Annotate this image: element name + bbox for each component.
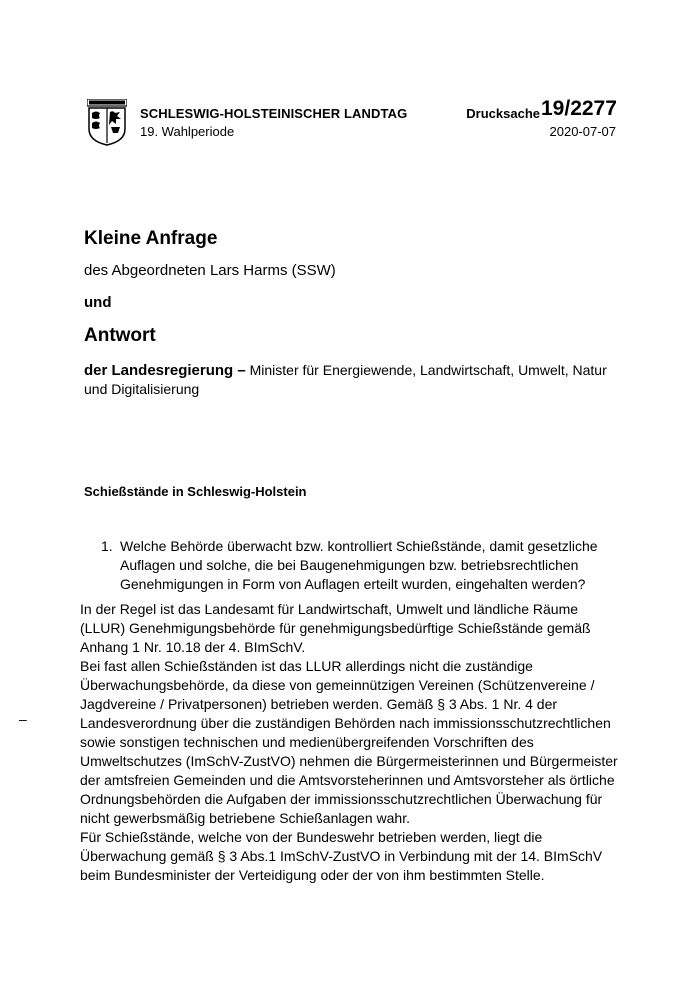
institution-name: SCHLESWIG-HOLSTEINISCHER LANDTAG: [140, 106, 408, 121]
answer-paragraph-3: Für Schießstände, welche von der Bundeswehr betrieben werden, liegt die Überwachung gemäß § 3 Abs.1 ImSchV-ZustVO in Verbindung mit der 14. BImSchV beim Bundesminister der Verteidigung oder der von ihm bestimmten Stelle.: [80, 829, 603, 883]
asker-line: des Abgeordneten Lars Harms (SSW): [84, 262, 336, 279]
coat-of-arms-icon: [87, 99, 127, 146]
answer-paragraph-2: Bei fast allen Schießständen ist das LLUR allerdings nicht die zuständige Überwachungsbehörde, da diese von gemeinnützigen Vereinen (Schützenvereine / Jagdvereine / Privatpersonen) betrieben werden. Gemäß § 3 Abs. 1 Nr. 4 der Landesverordnung über die zuständigen Behörden nach immissionsschutzrechtlichen sowie sonstigen technischen und medienübergreifenden Vorschriften des Umweltschutzes (ImSchV-ZustVO) nehmen die Bürgermeisterinnen und Bürgermeister der amtsfreien Gemeinden und die Amtsvorsteherinnen und Amtsvorsteher als örtliche Ordnungsbehörden die Aufgaben der immissionsschutzrechtlichen Überwachung für nicht gewerbsmäßig betriebene Schießanlagen wahr.: [80, 658, 618, 826]
respondent-detail: Minister für Energiewende, Landwirtschaft, Umwelt, Natur und Digitalisierung: [84, 362, 607, 397]
drucksache-number: 19/2277: [541, 97, 617, 120]
title-kleine-anfrage: Kleine Anfrage: [84, 228, 218, 249]
answer-paragraph-1: In der Regel ist das Landesamt für Landwirtschaft, Umwelt und ländliche Räume (LLUR) Genehmigungsbehörde für genehmigungsbedürftige Schießstände gemäß Anhang 1 Nr. 10.18 der 4. BImSchV.: [80, 601, 591, 655]
question-text: Welche Behörde überwacht bzw. kontrolliert Schießstände, damit gesetzliche Auflagen und solche, die bei Baugenehmigungen bzw. betriebsrechtlichen Genehmigungen in Form von Auflagen erteilt wurden, eingehalten werden?: [120, 538, 598, 592]
subject-heading: Schießstände in Schleswig-Holstein: [84, 484, 307, 499]
legislative-period: 19. Wahlperiode: [140, 124, 235, 139]
respondent-bold: der Landesregierung –: [84, 362, 246, 379]
respondent-line: [84, 361, 619, 398]
margin-mark: –: [19, 711, 27, 727]
question-number: 1.: [101, 538, 113, 554]
drucksache-label: Drucksache: [466, 106, 540, 121]
conjunction-und: und: [84, 294, 112, 311]
answer-block: [80, 600, 620, 885]
title-antwort: Antwort: [84, 325, 156, 346]
document-date: 2020-07-07: [549, 124, 616, 139]
